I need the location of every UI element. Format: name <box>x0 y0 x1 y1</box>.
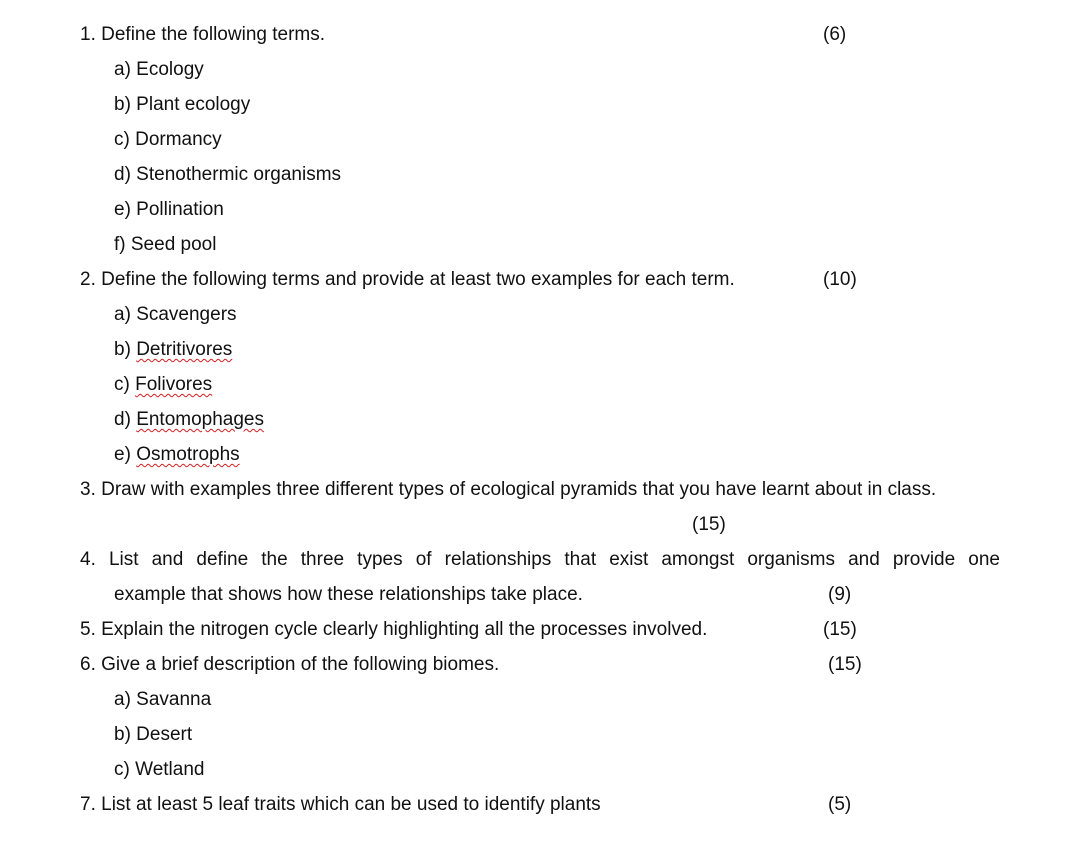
question-5: 5. Explain the nitrogen cycle clearly highlighting all the processes involved. <box>80 619 708 640</box>
question-1-item-e: e) Pollination <box>114 199 224 220</box>
question-4-line-1: 4. List and define the three types of relationships that exist amongst organisms and provide one <box>80 549 1000 570</box>
item-term-misspelled: Detritivores <box>136 339 233 360</box>
question-1-marks: (6) <box>823 24 847 45</box>
question-3: 3. Draw with examples three different types of ecological pyramids that you have learnt about in class. <box>80 479 937 500</box>
item-prefix: e) <box>114 444 137 465</box>
question-4-line-2: example that shows how these relationships take place. <box>114 584 583 605</box>
question-1: 1. Define the following terms. <box>80 24 326 45</box>
question-2-marks: (10) <box>823 269 857 290</box>
question-7-marks: (5) <box>828 794 852 815</box>
question-6-item-c: c) Wetland <box>114 759 205 780</box>
question-2-item-a <box>114 303 237 327</box>
item-prefix: d) <box>114 409 137 430</box>
item-prefix: c) <box>114 374 136 395</box>
question-1-item-c: c) Dormancy <box>114 129 222 150</box>
question-2: 2. Define the following terms and provide at least two examples for each term. <box>80 269 735 290</box>
question-2-item-b <box>114 338 232 362</box>
question-1-item-b: b) Plant ecology <box>114 94 251 115</box>
question-2-item-c <box>114 373 212 397</box>
question-6-item-b: b) Desert <box>114 724 193 745</box>
question-7: 7. List at least 5 leaf traits which can be used to identify plants <box>80 794 601 815</box>
item-term-misspelled: Folivores <box>135 374 213 395</box>
question-1-item-d: d) Stenothermic organisms <box>114 164 342 185</box>
question-1-item-a: a) Ecology <box>114 59 204 80</box>
item-term: Scavengers <box>136 304 237 325</box>
item-term-misspelled: Osmotrophs <box>136 444 240 465</box>
question-3-marks: (15) <box>692 514 726 535</box>
item-term-misspelled: Entomophages <box>136 409 265 430</box>
item-prefix: a) <box>114 304 137 325</box>
question-6-marks: (15) <box>828 654 862 675</box>
question-2-item-d <box>114 408 264 432</box>
question-6-item-a: a) Savanna <box>114 689 212 710</box>
item-prefix: b) <box>114 339 137 360</box>
question-2-item-e <box>114 443 240 467</box>
question-4-marks: (9) <box>828 584 852 605</box>
question-5-marks: (15) <box>823 619 857 640</box>
question-1-item-f: f) Seed pool <box>114 234 217 255</box>
question-6: 6. Give a brief description of the following biomes. <box>80 654 500 675</box>
